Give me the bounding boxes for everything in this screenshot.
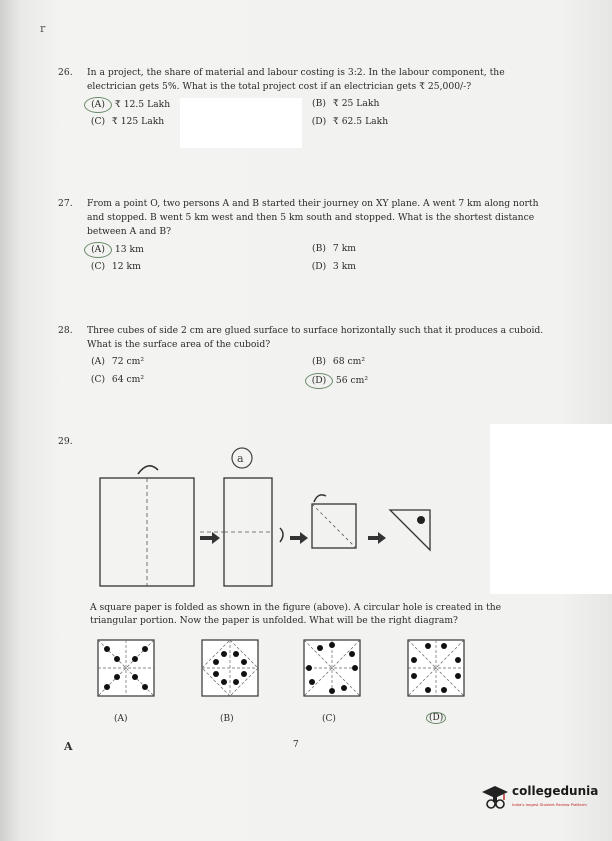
option-d[interactable] xyxy=(308,260,356,274)
options xyxy=(87,355,548,385)
collegedunia-logo xyxy=(480,778,605,818)
diagonal-fold-line xyxy=(312,504,356,548)
option-c[interactable] xyxy=(87,260,141,274)
option-label: (C) xyxy=(90,116,106,127)
question-27 xyxy=(58,197,548,272)
options xyxy=(87,242,548,272)
option-a-diagram xyxy=(98,640,154,696)
options xyxy=(87,97,548,127)
option-label: (A) xyxy=(84,242,112,258)
option-c-label[interactable]: (C) xyxy=(322,714,336,724)
arrow-icon xyxy=(368,532,386,544)
option-b[interactable] xyxy=(308,242,356,256)
corner-mark: r xyxy=(40,22,46,35)
handwritten-bracket xyxy=(280,528,283,542)
option-a[interactable] xyxy=(87,242,144,258)
option-label: (B) xyxy=(312,243,326,254)
folding-figure xyxy=(90,440,450,590)
option-b-label[interactable]: (B) xyxy=(220,714,234,724)
option-b[interactable] xyxy=(308,97,379,111)
option-label: (B) xyxy=(312,356,326,367)
option-b[interactable] xyxy=(308,355,365,369)
option-label: (B) xyxy=(312,98,326,109)
option-b-diagram xyxy=(202,640,258,696)
option-text: ₹ 25 Lakh xyxy=(332,98,380,109)
option-text: 7 km xyxy=(332,243,356,254)
arrow-icon xyxy=(290,532,308,544)
option-d[interactable] xyxy=(308,373,368,389)
option-text: 13 km xyxy=(114,244,144,255)
option-a[interactable] xyxy=(87,97,170,113)
set-letter: A xyxy=(64,740,73,753)
option-c-diagram xyxy=(304,640,360,696)
question-text: Three cubes of side 2 cm are glued surface to surface horizontally such that it produces a cuboid. What is the surface area of the cuboid? xyxy=(87,325,544,350)
option-d-label[interactable]: (D) xyxy=(426,712,446,724)
option-text: ₹ 62.5 Lakh xyxy=(332,116,389,127)
question-text: From a point O, two persons A and B started their journey on XY plane. A went 7 km along north and stopped. B went 5 km west and then 5 km south and stopped. What is the shortest distance between A and B? xyxy=(87,198,539,237)
page-number: 7 xyxy=(293,740,299,750)
logo-tagline: India's largest Student Review Platform xyxy=(512,802,587,807)
triangle-fold xyxy=(390,510,430,550)
option-text: 12 km xyxy=(111,261,141,272)
question-number: 27. xyxy=(58,198,73,209)
question-29-number: 29. xyxy=(58,436,73,447)
option-a[interactable] xyxy=(87,355,144,369)
option-label: (C) xyxy=(90,261,106,272)
option-text: ₹ 125 Lakh xyxy=(111,116,165,127)
handwritten-arc xyxy=(314,495,326,502)
option-a-label[interactable]: (A) xyxy=(114,714,128,724)
option-text: 64 cm² xyxy=(111,374,145,385)
option-label: (D) xyxy=(305,373,333,389)
question-28 xyxy=(58,324,548,385)
arrow-icon xyxy=(200,532,220,544)
option-label: (A) xyxy=(84,97,112,113)
redaction-box xyxy=(490,424,612,594)
question-26 xyxy=(58,66,548,127)
graduate-cap-icon xyxy=(480,782,510,812)
option-label: (D) xyxy=(311,261,327,272)
option-c[interactable] xyxy=(87,373,144,387)
option-text: 3 km xyxy=(332,261,356,272)
option-text: 72 cm² xyxy=(111,356,145,367)
option-diagrams xyxy=(90,636,490,706)
question-text: In a project, the share of material and labour costing is 3:2. In the labour component, the electrician gets 5%. What is the total project cost if an electrician gets ₹ 25,000/-? xyxy=(87,67,505,92)
option-text: ₹ 12.5 Lakh xyxy=(114,99,171,110)
option-c[interactable] xyxy=(87,115,164,129)
logo-name: collegedunia xyxy=(512,784,599,798)
option-d[interactable] xyxy=(308,115,388,129)
redaction-box xyxy=(180,98,302,148)
option-d-diagram xyxy=(408,640,464,696)
option-label: (D) xyxy=(311,116,327,127)
handwritten-arc xyxy=(138,466,158,474)
question-number: 26. xyxy=(58,67,73,78)
option-text: 56 cm² xyxy=(335,375,369,386)
question-number: 28. xyxy=(58,325,73,336)
question-29-text: A square paper is folded as shown in the figure (above). A circular hole is created in the triangular portion. Now the paper is unfolded. What will be the right diagram? xyxy=(90,602,502,626)
option-label: (A) xyxy=(91,356,105,367)
option-label: (C) xyxy=(90,374,106,385)
handwritten-note: a xyxy=(237,452,244,465)
hole-dot xyxy=(417,516,425,524)
option-text: 68 cm² xyxy=(332,356,366,367)
